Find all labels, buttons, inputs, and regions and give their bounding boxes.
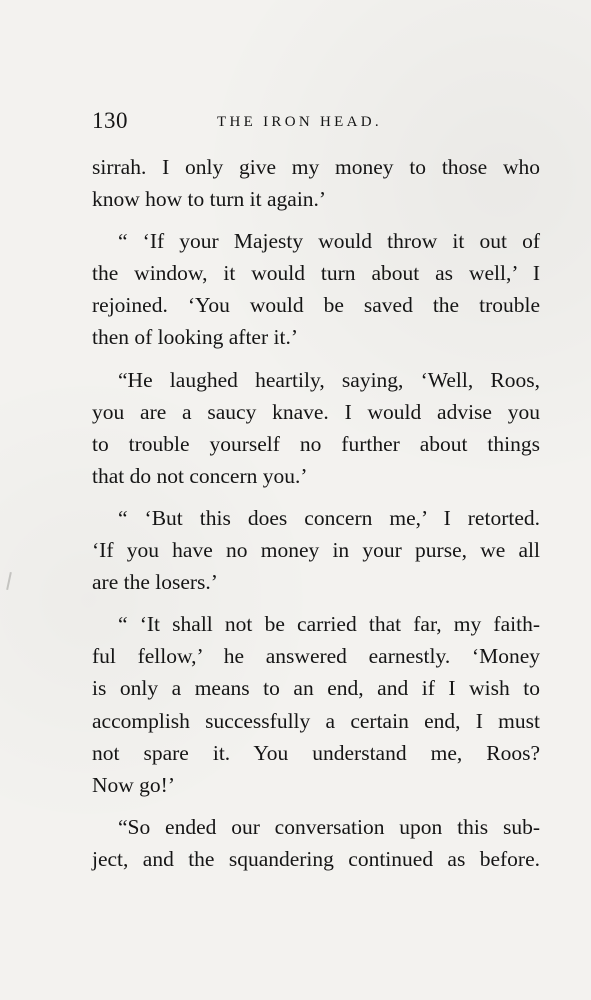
body-text xyxy=(92,151,540,885)
text-line: that do not concern you.’ xyxy=(92,463,308,488)
paragraph-6 xyxy=(92,811,540,875)
paragraph-3 xyxy=(92,364,540,492)
text-line: “ ‘It shall not be carried that far, my faith- xyxy=(118,612,540,637)
paragraph-4 xyxy=(92,502,540,598)
text-line: “ ‘If your Majesty would throw it out of xyxy=(118,229,540,254)
text-line: ful fellow,’ he answered earnestly. ‘Money xyxy=(92,644,540,669)
text-line: you are a saucy knave. I would advise you xyxy=(92,399,540,424)
text-line: sirrah. I only give my money to those who xyxy=(92,155,540,179)
text-line: the window, it would turn about as well,’ I xyxy=(92,261,540,286)
text-line: “He laughed heartily, saying, ‘Well, Roos, xyxy=(118,367,540,392)
text-line: ject, and the squandering continued as before. xyxy=(92,846,540,871)
text-line: “So ended our conversation upon this sub- xyxy=(118,814,540,839)
text-line: “ ‘But this does concern me,’ I retorted. xyxy=(118,505,540,530)
text-line: are the losers.’ xyxy=(92,570,218,595)
margin-mark xyxy=(6,572,12,590)
paragraph-5 xyxy=(92,608,540,801)
paragraph-2 xyxy=(92,225,540,353)
running-head: THE IRON HEAD. xyxy=(217,114,382,130)
text-line: is only a means to an end, and if I wish to xyxy=(92,676,540,701)
page-number: 130 xyxy=(92,108,128,133)
paragraph-1 xyxy=(92,151,540,215)
text-line: to trouble yourself no further about things xyxy=(92,431,540,456)
text-line: ‘If you have no money in your purse, we all xyxy=(92,538,540,563)
text-line: then of looking after it.’ xyxy=(92,325,298,350)
text-line: know how to turn it again.’ xyxy=(92,187,327,212)
text-line: Now go!’ xyxy=(92,772,175,797)
page-header xyxy=(92,106,542,136)
text-line: rejoined. ‘You would be saved the trouble xyxy=(92,293,540,318)
text-line: accomplish successfully a certain end, I must xyxy=(92,708,540,733)
text-line: not spare it. You understand me, Roos? xyxy=(92,740,540,765)
